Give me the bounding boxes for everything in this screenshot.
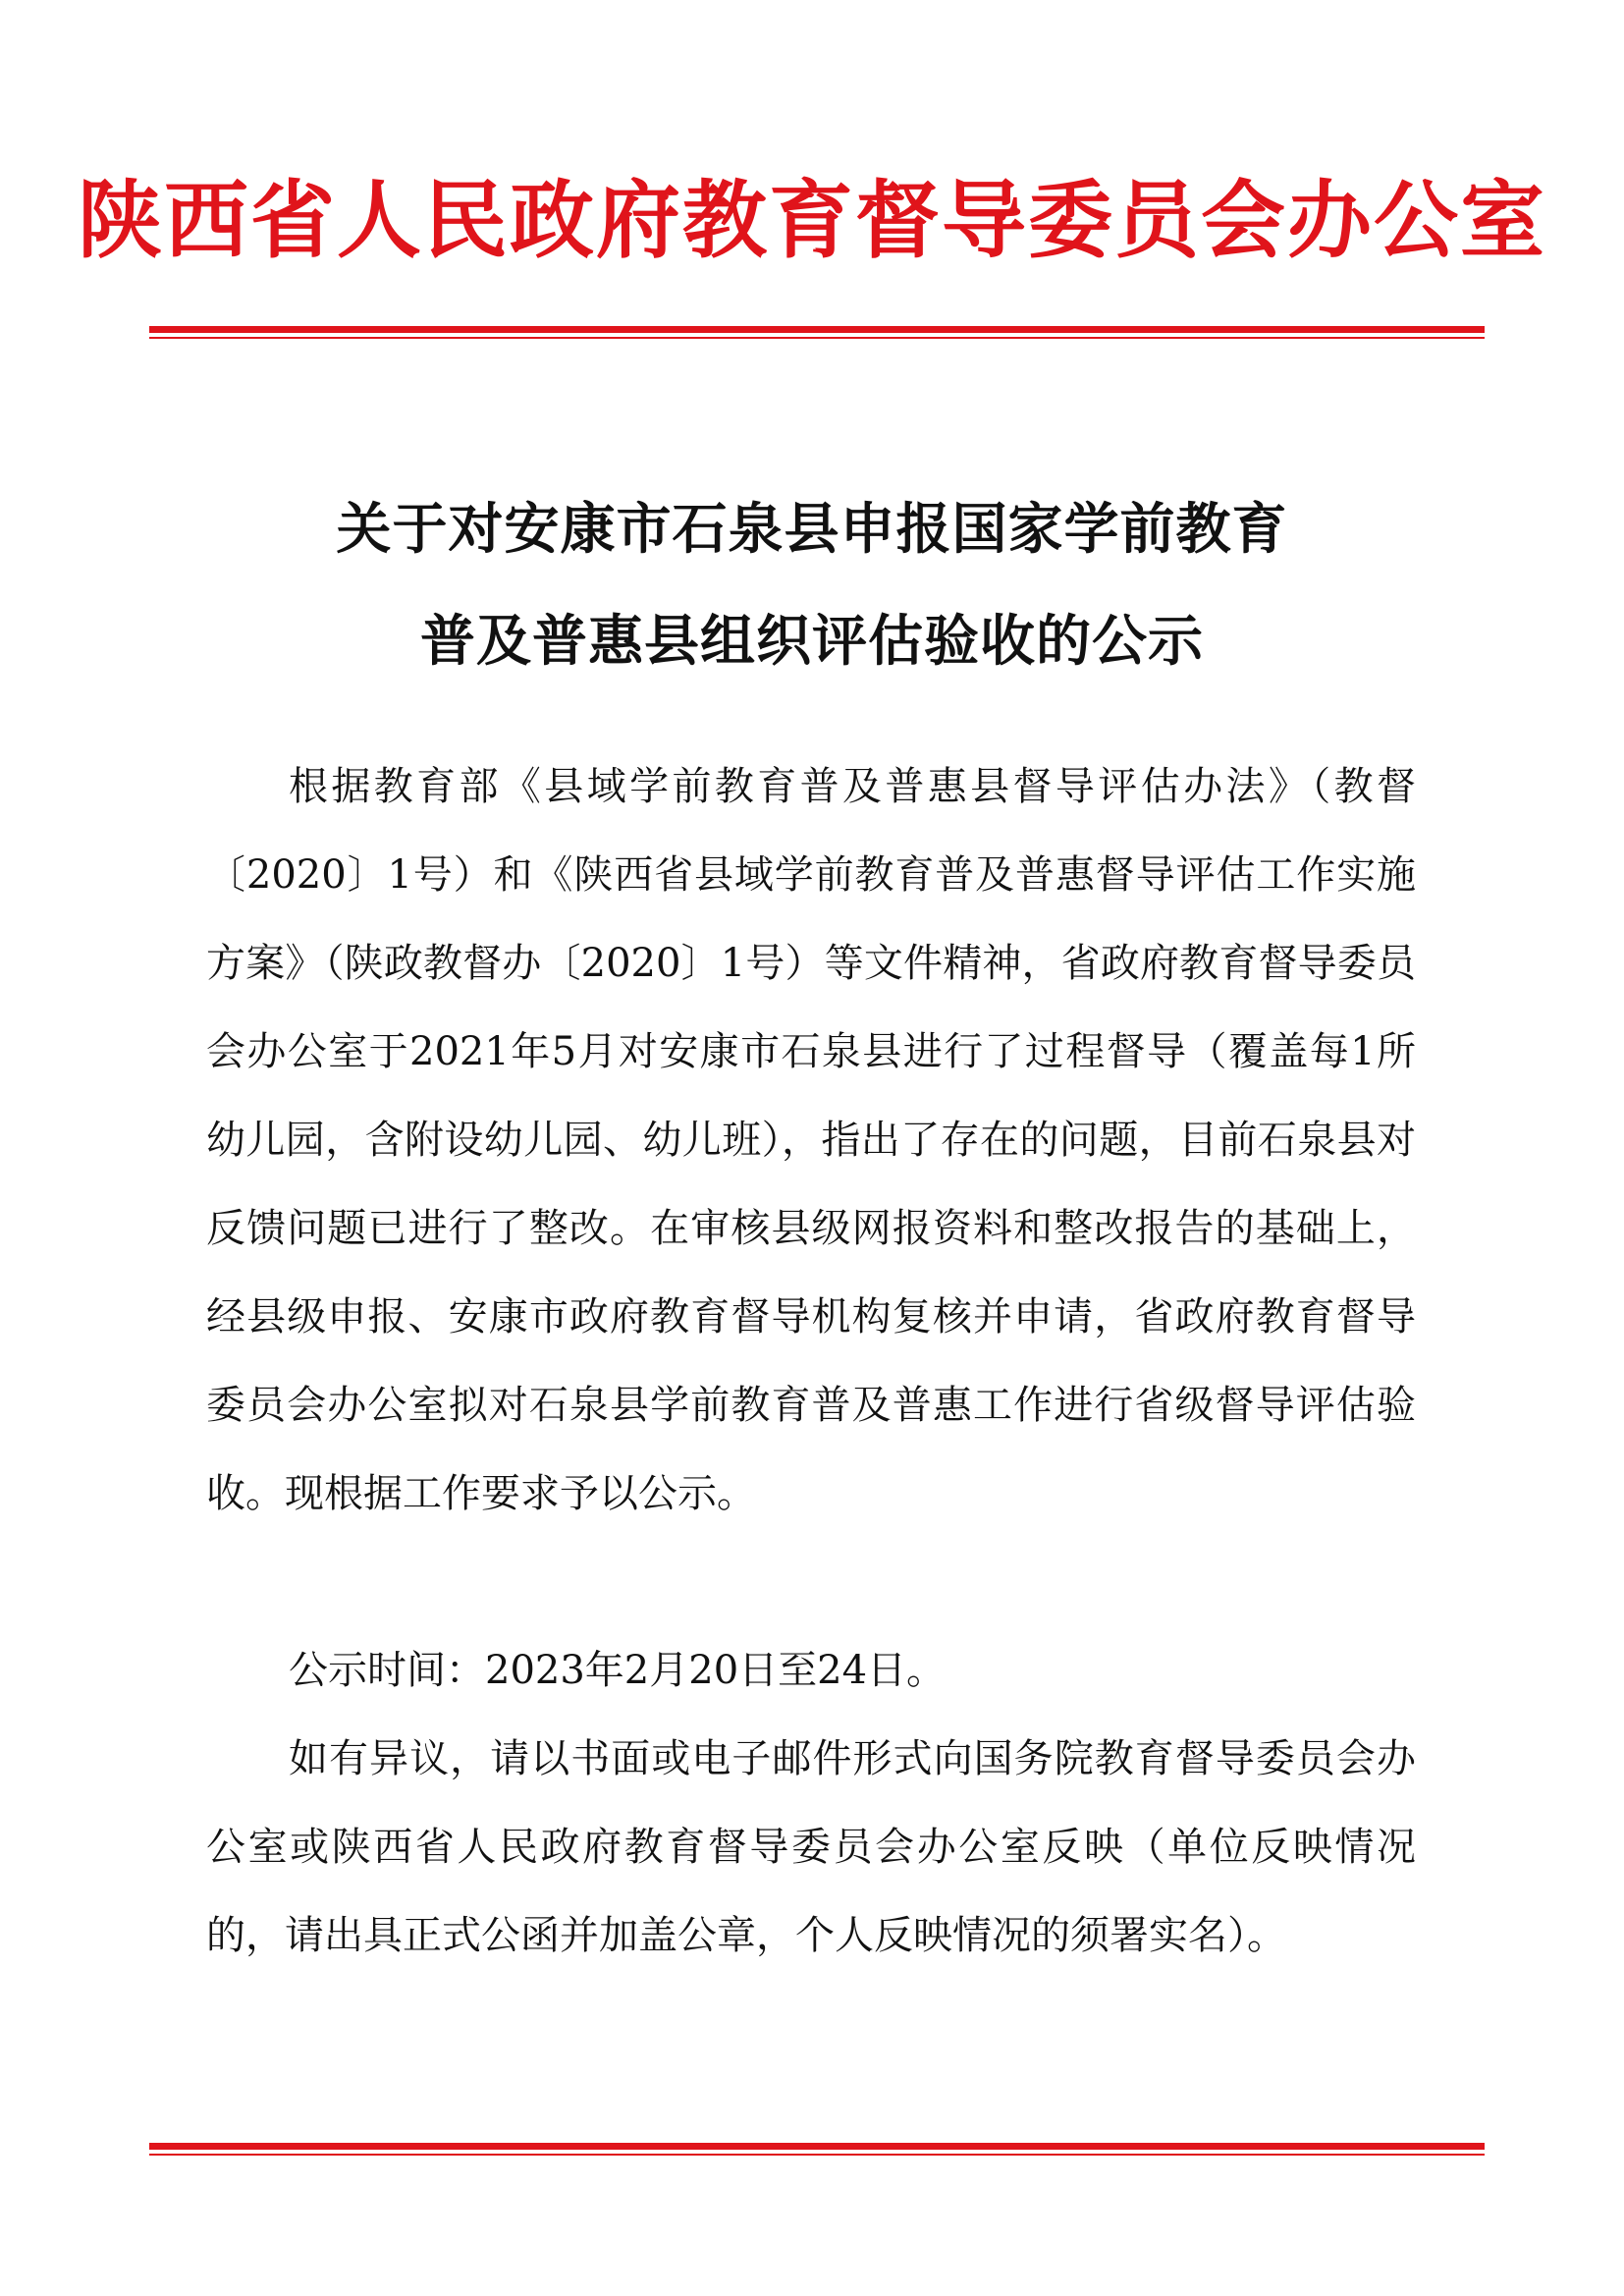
header-rule-thick: [149, 326, 1485, 333]
document-title-line-1: 关于对安康市石泉县申报国家学前教育: [336, 497, 1288, 562]
body-paragraph-main: 根据教育部《县域学前教育普及普惠县督导评估办法》（教督〔2020〕1号）和《陕西省县域学前教育普及普惠督导评估工作实施方案》（陕政教督办〔2020〕1号）等文件精神，省政府教育督导委员会办公室于2021年5月对安康市石泉县进行了过程督导（覆盖每1所幼儿园，含附设幼儿园、幼儿班），指出了存在的问题，目前石泉县对反馈问题已进行了整改。在审核县级网报资料和整改报告的基础上，经县级申报、安康市政府教育督导机构复核并申请，省政府教育督导委员会办公室拟对石泉县学前教育普及普惠工作进行省级督导评估验收。现根据工作要求予以公示。: [206, 764, 1416, 1516]
footer-red-rule: [149, 2143, 1485, 2156]
header-red-rule: [149, 326, 1485, 339]
document-title-line-2: 普及普惠县组织评估验收的公示: [420, 609, 1204, 674]
footer-rule-thin: [149, 2154, 1485, 2156]
body-paragraph-objection: 如有异议，请以书面或电子邮件形式向国务院教育督导委员会办公室或陕西省人民政府教育督导委员会办公室反映（单位反映情况的，请出具正式公函并加盖公章，个人反映情况的须署实名）。: [206, 1736, 1416, 1958]
body-paragraph-period: 公示时间：2023年2月20日至24日。: [289, 1648, 947, 1693]
footer-rule-thick: [149, 2143, 1485, 2150]
header-rule-thin: [149, 337, 1485, 339]
org-header-title: 陕西省人民政府教育督导委员会办公室: [78, 171, 1546, 270]
